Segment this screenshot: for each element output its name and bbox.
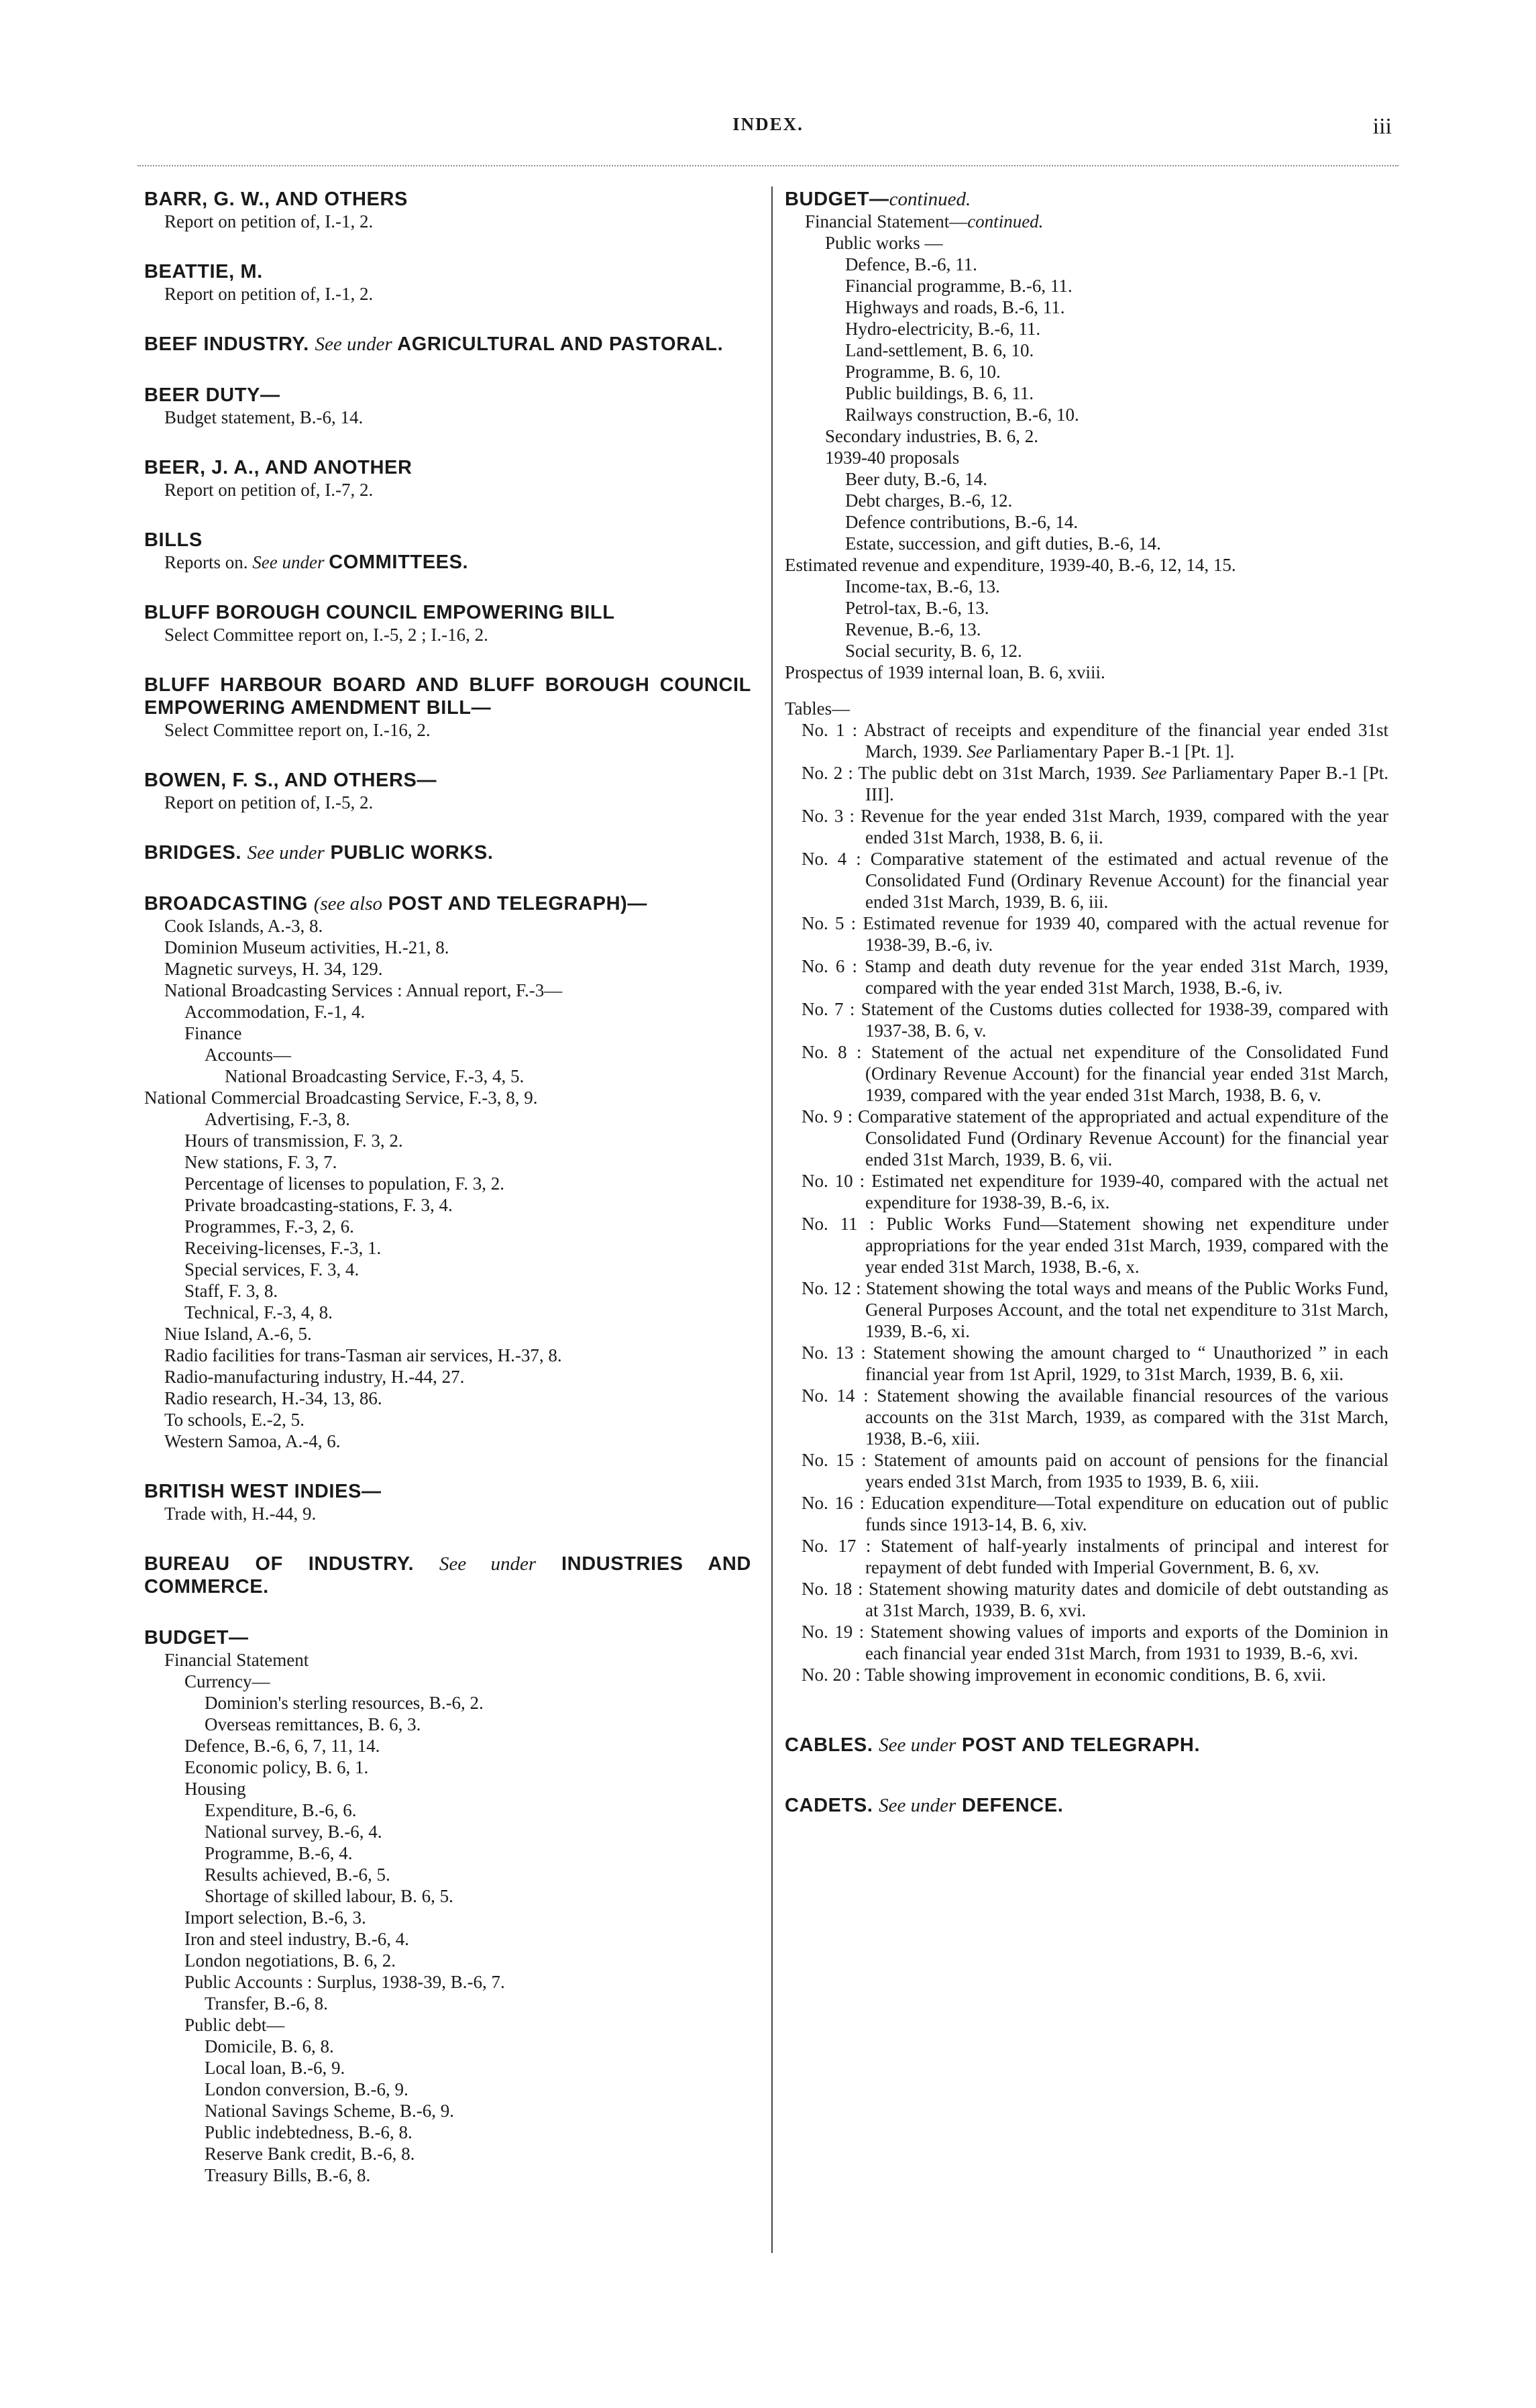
table-description: Statement showing maturity dates and domicile of debt outstanding as at 31st March, 1939, B. 6, xvi. [865,1579,1389,1620]
entry-line-text: Reports on. [164,552,248,572]
table-number: No. 15 : [802,1450,867,1470]
subentry-line: To schools, E.-2, 5. [164,1410,305,1430]
entry-heading: BILLS [144,529,203,551]
entry-heading [785,1734,1388,1757]
entry-heading-text: BRIDGES. [144,842,241,863]
entry-heading: BEER DUTY— [144,384,280,406]
subentry-line: Financial Statement [164,1650,309,1670]
table-entry [785,719,1388,762]
table-description: Public Works Fund—Statement showing net expenditure under appropriations for the year ended 31st March, 1939, compared with the year ended 31st March, 1938, B.-6, x. [865,1214,1389,1277]
subentry-line: Radio facilities for trans-Tasman air services, H.-37, 8. [164,1345,562,1365]
subentry-line: Public works — [825,233,943,253]
budget-continued-subentries [785,232,1388,683]
subentry-line: Western Samoa, A.-4, 6. [164,1431,341,1451]
index-entry-budget-continued [785,188,1388,1685]
table-number: No. 14 : [802,1385,869,1406]
entry-heading-text: BEEF INDUSTRY. [144,333,309,355]
subentry-line: Domicile, B. 6, 8. [205,2036,334,2056]
subentry-line: Public debt— [184,2015,285,2035]
subentry-line: Reserve Bank credit, B.-6, 8. [205,2144,415,2164]
table-number: No. 11 : [802,1214,875,1234]
table-description: Statement showing the amount charged to “ Unauthorized ” in each financial year from 1st April, 1929, to 31st March, 1939, B. 6, xii. [865,1343,1389,1384]
page-number: iii [1372,114,1392,139]
entry-heading-text: CABLES. [785,1734,873,1756]
table-number: No. 2 : [802,763,853,783]
table-number: No. 20 : [802,1665,861,1685]
entry-line: Budget statement, B.-6, 14. [164,407,364,427]
subentry-line: Currency— [184,1671,270,1691]
table-entry [785,1449,1388,1492]
table-number: No. 10 : [802,1171,865,1191]
entry-heading [785,1794,1388,1817]
table-number: No. 4 : [802,849,861,869]
subentry-line: Railways construction, B.-6, 10. [845,405,1079,425]
see-under-label: See under [879,1795,956,1816]
subentry-line: Hydro-electricity, B.-6, 11. [845,319,1041,339]
subentry-line: Defence contributions, B.-6, 14. [845,512,1079,532]
continued-label: continued. [889,189,971,210]
subentry-line: Expenditure, B.-6, 6. [205,1800,357,1820]
entry-line: Select Committee report on, I.-5, 2 ; I.-16, 2. [164,625,488,645]
table-entry [785,1535,1388,1578]
table-description: Revenue for the year ended 31st March, 1939, compared with the year ended 31st March, 1938, B. 6, ii. [861,806,1388,847]
subentry-line: New stations, F. 3, 7. [184,1152,337,1172]
table-number: No. 7 : [802,999,855,1019]
subentry-line: Economic policy, B. 6, 1. [184,1757,369,1777]
subentry-line: Income-tax, B.-6, 13. [845,576,1000,596]
table-entry [785,1342,1388,1385]
subentry-line: Accounts— [205,1045,291,1065]
see-under-label: See under [247,842,325,863]
table-entry [785,1213,1388,1277]
index-entry-bills [144,529,751,573]
entry-line: Trade with, H.-44, 9. [164,1504,317,1524]
index-entry-beer-duty [144,384,751,428]
entry-heading: BOWEN, F. S., AND OTHERS— [144,770,437,791]
tables-label: Tables— [785,698,851,719]
see-label: See [1141,763,1167,783]
subentry-line: Estimated revenue and expenditure, 1939-40, B.-6, 12, 14, 15. [785,555,1236,575]
subentry-line: Accommodation, F.-1, 4. [184,1002,366,1022]
entry-heading [144,892,751,915]
subentry-line: Radio research, H.-34, 13, 86. [164,1388,382,1408]
entry-heading: BLUFF BOROUGH COUNCIL EMPOWERING BILL [144,602,615,623]
subentry-line: Overseas remittances, B. 6, 3. [205,1714,421,1734]
table-description: The public debt on 31st March, 1939. [858,763,1136,783]
subentry-line: Radio-manufacturing industry, H.-44, 27. [164,1367,465,1387]
subentry-line: Programme, B.-6, 4. [205,1843,353,1863]
subentry-line: National survey, B.-6, 4. [205,1822,382,1842]
tables-list [785,719,1388,1685]
entry-heading [785,188,1388,211]
subentry-line: Programme, B. 6, 10. [845,362,1001,382]
table-entry [785,1106,1388,1170]
table-entry [785,912,1388,955]
cross-reference: Parliamentary Paper B.-1 [Pt. 1]. [996,741,1235,762]
right-column [785,188,1388,1845]
index-entry-bluff-borough [144,601,751,645]
subentry-line: Technical, F.-3, 4, 8. [184,1302,333,1322]
entry-heading-text: CADETS. [785,1795,873,1816]
entry-heading [144,1553,751,1598]
subentry-line: Beer duty, B.-6, 14. [845,469,987,489]
entry-heading: BUDGET— [144,1627,249,1648]
index-entry-bluff-harbour [144,674,751,741]
subentry-line: 1939-40 proposals [825,448,960,468]
subentry-line: Social security, B. 6, 12. [845,641,1022,661]
cross-reference: POST AND TELEGRAPH. [962,1734,1201,1756]
subentry-line: Special services, F. 3, 4. [184,1259,360,1279]
table-description: Abstract of receipts and expenditure of the financial year ended 31st March, 1939. [863,720,1389,762]
subentry-line: Magnetic surveys, H. 34, 129. [164,959,383,979]
subentry-line: Programmes, F.-3, 2, 6. [184,1216,354,1237]
table-entry [785,1492,1388,1535]
subentry-line: Transfer, B.-6, 8. [205,1993,328,2013]
subentry-line: Public Accounts : Surplus, 1938-39, B.-6, 7. [184,1972,505,1992]
subentry-line: Financial programme, B.-6, 11. [845,276,1073,296]
table-number: No. 3 : [802,806,855,826]
see-label: See [967,741,992,762]
entry-line-text: Financial Statement— [805,211,968,231]
table-entry [785,1277,1388,1342]
table-number: No. 12 : [802,1278,861,1298]
subentry-line: Advertising, F.-3, 8. [205,1109,350,1129]
subentry-line: Niue Island, A.-6, 5. [164,1324,312,1344]
subentry-line: National Broadcasting Service, F.-3, 4, 5. [225,1066,525,1086]
table-description: Statement of the actual net expenditure of the Consolidated Fund (Ordinary Revenue Account) for the financial year ended 31st March, 1939, compared with the year ended 31st March, 1938, B. 6, v. [865,1042,1389,1105]
cross-reference: INDUSTRIES AND COMMERCE. [144,1553,751,1598]
entry-heading-text: BUDGET— [785,189,889,210]
subentry-line: Results achieved, B.-6, 5. [205,1865,390,1885]
table-description: Table showing improvement in economic conditions, B. 6, xvii. [865,1665,1327,1685]
table-description: Stamp and death duty revenue for the year ended 31st March, 1939, compared with the year ended 31st March, 1938, B.-6, iv. [865,956,1388,998]
table-description: Education expenditure—Total expenditure on education out of public funds since 1913-14, B. 6, xiv. [865,1493,1389,1534]
table-number: No. 8 : [802,1042,862,1062]
index-entry-barr [144,188,751,232]
subentry-line: Shortage of skilled labour, B. 6, 5. [205,1886,453,1906]
subentry-line: Cook Islands, A.-3, 8. [164,916,323,936]
entry-heading [144,841,751,864]
subentry-line: Local loan, B.-6, 9. [205,2058,345,2078]
column-divider [771,187,773,2253]
table-entry [785,1664,1388,1685]
subentry-line: Staff, F. 3, 8. [184,1281,278,1301]
subentry-line: National Commercial Broadcasting Service, F.-3, 8, 9. [144,1088,538,1108]
table-entry [785,805,1388,848]
table-entry [785,1170,1388,1213]
subentry-line: Revenue, B.-6, 13. [845,619,981,639]
see-under-label: See under [439,1553,537,1575]
subentry-line: Import selection, B.-6, 3. [184,1907,366,1928]
table-entry [785,848,1388,912]
table-number: No. 17 : [802,1536,871,1556]
subentry-line: Treasury Bills, B.-6, 8. [205,2165,371,2185]
index-entry-beer-ja [144,456,751,501]
table-number: No. 18 : [802,1579,863,1599]
subentry-line: Land-settlement, B. 6, 10. [845,340,1034,360]
subentry-line: London negotiations, B. 6, 2. [184,1950,396,1971]
subentry-line: Receiving-licenses, F.-3, 1. [184,1238,382,1258]
table-description: Estimated revenue for 1939 40, compared with the actual revenue for 1938-39, B.-6, iv. [863,913,1389,955]
cross-reference: AGRICULTURAL AND PASTORAL. [397,333,724,355]
subentry-line: Percentage of licenses to population, F. 3, 2. [184,1173,504,1194]
table-number: No. 9 : [802,1106,853,1127]
table-description: Comparative statement of the estimated and actual revenue of the Consolidated Fund (Ordinary Revenue Account) for the financial year ended 31st March, 1939, B. 6, iii. [865,849,1389,912]
entry-line: Report on petition of, I.-5, 2. [164,792,374,813]
subentry-line: Estate, succession, and gift duties, B.-6, 14. [845,533,1161,554]
table-number: No. 19 : [802,1622,865,1642]
see-under-label: See under [315,333,392,355]
subentry-line: Finance [184,1023,242,1043]
subentry-line: Debt charges, B.-6, 12. [845,490,1013,511]
subentry-line: Public buildings, B. 6, 11. [845,383,1034,403]
subentry-line: National Savings Scheme, B.-6, 9. [205,2101,454,2121]
index-entry-bureau-of-industry [144,1553,751,1598]
table-number: No. 6 : [802,956,858,976]
index-entry-british-west-indies [144,1480,751,1524]
broadcasting-subentries [144,915,751,1452]
see-under-label: See under [252,552,325,572]
table-description: Statement showing values of imports and exports of the Dominion in each financial year ended 31st March, from 1931 to 1939, B.-6, xvi. [865,1622,1389,1663]
table-number: No. 13 : [802,1343,866,1363]
entry-heading [144,333,751,356]
budget-subentries [144,1649,751,2186]
subentry-line: Private broadcasting-stations, F. 3, 4. [184,1195,453,1215]
subentry-line: Iron and steel industry, B.-6, 4. [184,1929,409,1949]
header-rule [138,165,1398,166]
index-entry-beef-industry [144,333,751,356]
subentry-line: Defence, B.-6, 11. [845,254,977,274]
entry-heading: BRITISH WEST INDIES— [144,1481,382,1502]
table-entry [785,1578,1388,1621]
entry-heading-text: BUREAU OF INDUSTRY. [144,1553,415,1575]
entry-line [144,552,751,573]
subentry-line: Prospectus of 1939 internal loan, B. 6, xviii. [785,662,1105,682]
subentry-line: Housing [184,1779,246,1799]
table-entry [785,762,1388,805]
subentry-line: Highways and roads, B.-6, 11. [845,297,1065,317]
cross-reference: COMMITTEES. [329,552,469,573]
index-entry-bridges [144,841,751,864]
table-number: No. 16 : [802,1493,865,1513]
table-description: Statement showing the total ways and means of the Public Works Fund, General Purposes Account, and the total net expenditure to 31st March, 1939, B.-6, xi. [865,1278,1389,1341]
entry-heading: BLUFF HARBOUR BOARD AND BLUFF BOROUGH COUNCIL EMPOWERING AMENDMENT BILL— [144,674,751,719]
subentry-line: Secondary industries, B. 6, 2. [825,426,1038,446]
subentry-line: Hours of transmission, F. 3, 2. [184,1131,403,1151]
entry-line: Report on petition of, I.-7, 2. [164,480,374,500]
table-entry [785,998,1388,1041]
table-description: Statement of half-yearly instalments of principal and interest for repayment of debt funded with Imperial Government, B. 6, xv. [865,1536,1389,1577]
table-description: Comparative statement of the appropriated and actual expenditure of the Consolidated Fund (Ordinary Revenue Account) for the financial year ended 31st March, 1939, B. 6, vii. [858,1106,1389,1169]
subentry-line: Public indebtedness, B.-6, 8. [205,2122,413,2142]
entry-heading-text: BROADCASTING [144,893,309,914]
cross-reference: POST AND TELEGRAPH)— [388,893,647,914]
entry-heading: BARR, G. W., AND OTHERS [144,189,408,210]
subentry-line: Dominion Museum activities, H.-21, 8. [164,937,449,957]
cross-reference: Parliamentary Paper B.-1 [Pt. III]. [865,763,1389,804]
index-entry-cadets [785,1794,1388,1817]
index-entry-broadcasting [144,892,751,1452]
subentry-line: National Broadcasting Services : Annual report, F.-3— [164,980,563,1000]
table-entry [785,1041,1388,1106]
page-title: INDEX. [732,114,804,134]
table-description: Statement showing the available financial resources of the various accounts on the 31st March, 1939, as compared with the 31st March, 1938, B.-6, xiii. [865,1385,1389,1449]
cross-reference: PUBLIC WORKS. [330,842,494,863]
index-entry-budget [144,1626,751,2186]
table-description: Estimated net expenditure for 1939-40, compared with the actual net expenditure for 1938-39, B.-6, ix. [865,1171,1388,1212]
table-number: No. 1 : [802,720,858,740]
cross-reference: DEFENCE. [962,1795,1064,1816]
table-entry [785,955,1388,998]
table-number: No. 5 : [802,913,857,933]
index-entry-bowen [144,769,751,813]
left-column [144,188,751,2214]
entry-heading: BEER, J. A., AND ANOTHER [144,457,413,478]
continued-label: continued. [967,211,1044,231]
index-entry-beattie [144,260,751,305]
entry-line: Report on petition of, I.-1, 2. [164,284,374,304]
index-entry-cables [785,1734,1388,1757]
subentry-line: Dominion's sterling resources, B.-6, 2. [205,1693,484,1713]
entry-heading: BEATTIE, M. [144,261,263,282]
subentry-line: Defence, B.-6, 6, 7, 11, 14. [184,1736,380,1756]
subentry-line: Petrol-tax, B.-6, 13. [845,598,989,618]
see-under-label: See under [879,1734,956,1756]
table-description: Statement of the Customs duties collected for 1938-39, compared with 1937-38, B. 6, v. [861,999,1388,1041]
table-entry [785,1385,1388,1449]
entry-line: Report on petition of, I.-1, 2. [164,211,374,231]
table-entry [785,1621,1388,1664]
financial-statement-label [785,211,1388,232]
see-also-label: (see also [313,893,382,914]
entry-line: Select Committee report on, I.-16, 2. [164,720,431,740]
table-description: Statement of amounts paid on account of pensions for the financial years ended 31st March, from 1935 to 1939, B. 6, xiii. [865,1450,1388,1491]
subentry-line: London conversion, B.-6, 9. [205,2079,408,2099]
